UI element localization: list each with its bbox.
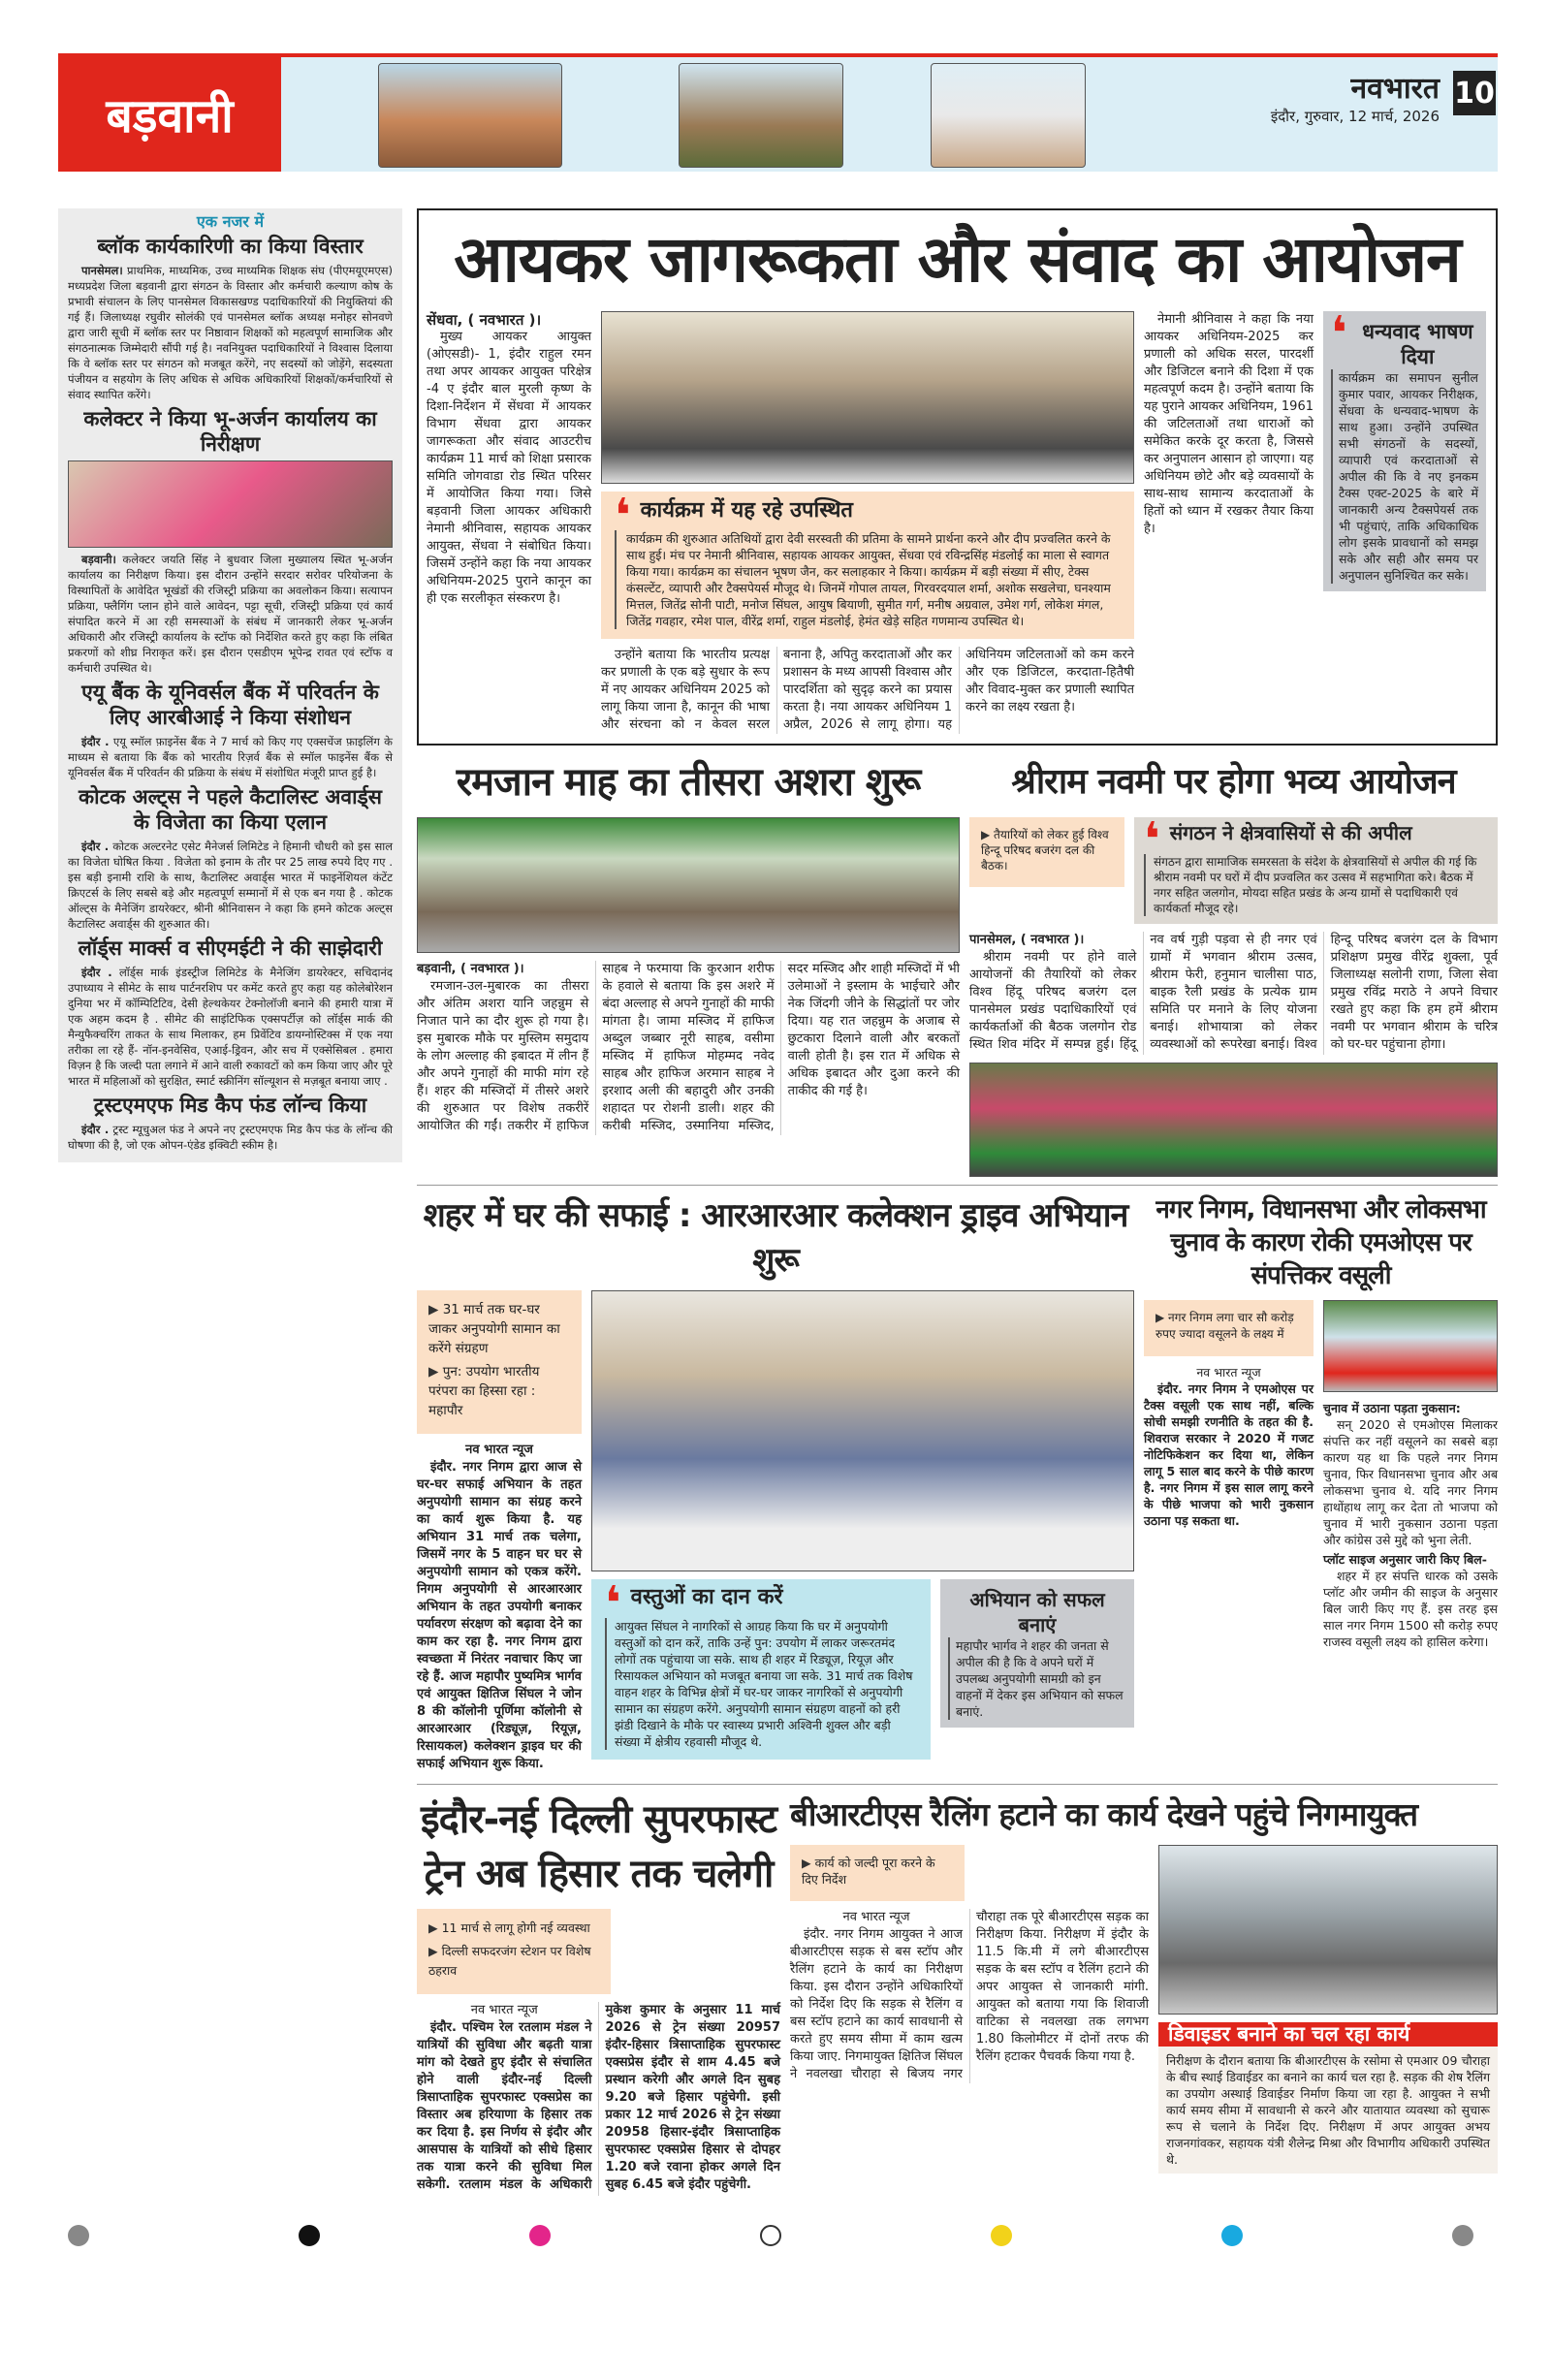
cleanup-headline: शहर में घर की सफाई : आरआरआर कलेक्शन ड्राइव अभियान शुरू <box>423 1196 1128 1280</box>
cleanup-story <box>417 1193 1134 1776</box>
brief-body <box>68 1122 393 1153</box>
masthead <box>1271 67 1440 126</box>
divider <box>417 1784 1498 1785</box>
brief-body <box>68 552 393 676</box>
brief-dateline: इंदौर . <box>81 735 110 748</box>
brts-paragraph: इंदौर. नगर निगम आयुक्त ने आज बीआरटीएस सड़क से बस स्टॉप और रैलिंग हटाने के कार्य का निरीक्षण किया. इस दौरान उन्होंने अधिकारियों को निर्देश दिए कि सड़क से रैलिंग व बस स्टॉप हटाने का कार्य सावधानी से करते हुए समय सीमा में काम खत्म किया जाए. निगमायुक्त क्षितिज सिंघल ने नवलखा चौराहा से बिजय नगर चौराहा तक पूरे बीआरटीएस सड़क का निरीक्षण किया. निरीक्षण में इंदौर के 11.5 कि.मी में लगे बीआरटीएस सड़क के बस स्टॉप व रैलिंग हटाने की अपर आयुक्त से जानकारी मांगी. आयुक्त को बताया गया कि शिवाजी वाटिका से नवलखा तक लगभग 1.80 किलोमीटर में दोनों तरफ की रैलिंग हटाकर पैचवर्क किया गया है. <box>790 1910 1149 2081</box>
train-paragraph: इंदौर. पश्चिम रेल रतलाम मंडल ने यात्रियों की सुविधा और बढ़ती यात्रा मांग को देखते हुए इंदौर से संचालित होने वाली इंदौर-नई दिल्ली त्रिसाप्ताहिक सुपरफास्ट एक्सप्रेस का विस्तार अब हरियाणा के हिसार तक कर दिया है. इस निर्णय से इंदौर और आसपास के यात्रियों को सीधे हिसार तक यात्रा करने की सुविधा मिल सकेगी. रतलाम मंडल के अधिकारी मुकेश कुमार के अनुसार 11 मार्च 2026 से ट्रेन संख्या 20957 इंदौर-हिसार त्रिसाप्ताहिक सुपरफास्ट एक्सप्रेस इंदौर से शाम 4.45 बजे प्रस्थान करेगी और अगले दिन सुबह 9.20 बजे हिसार पहुंचेगी. इसी प्रकार 12 मार्च 2026 से ट्रेन संख्या 20958 हिसार-इंदौर त्रिसाप्ताहिक सुपरफास्ट एक्सप्रेस हिसार से दोपहर 1.20 बजे रवाना होकर अगले दिन सुबह 6.45 बजे इंदौर पहुंचेगी. <box>417 2003 780 2192</box>
highlight-item: ▶ 11 मार्च से लागू होगी नई व्यवस्था <box>428 1919 599 1938</box>
section-logo: बड़वानी <box>58 57 281 172</box>
main-content <box>417 208 1498 2196</box>
highlight-item: ▶ नगर निगम लगा चार सौ करोड़ रुपए ज्यादा वसूलने के लक्ष्य में <box>1155 1310 1302 1343</box>
brief-dateline: पानसेमल। <box>81 264 123 277</box>
registration-mark <box>529 2225 551 2246</box>
cleanup-callout <box>591 1576 931 1760</box>
lead-dateline: सेंधवा, ( नवभारत )। <box>427 311 542 329</box>
brief-dateline: इंदौर . <box>81 966 112 979</box>
train-highlights <box>417 1909 611 1994</box>
sidebar-body: कार्यक्रम का समापन सुनील कुमार पवार, आयकर निरीक्षक, सेंधवा के धन्यवाद-भाषण के साथ हुआ। उन्होंने उपस्थित सभी संगठनों के सदस्यों, व्यापारी एवं करदाताओं से अपील की कि वे नए इनकम टैक्स एक्ट-2025 के बारे में जानकारी अन्य टैक्सपेयर्स तक भी पहुंचाएं, ताकि अधिकाधिक लोग इसके प्रावधानों को समझ सके और सही और समय पर अनुपालन सुनिश्चित कर सके। <box>1331 369 1478 584</box>
brief-text: ट्रस्ट म्यूचुअल फंड ने अपने नए ट्रस्टएमएफ मिड कैप फंड के लॉन्च की घोषणा की है, जो एक ओपन-एंडेड इक्विटी स्कीम है। <box>68 1123 393 1152</box>
mos-subhead: प्लॉट साइज अनुसार जारी किए बिल- <box>1323 1552 1487 1567</box>
brts-body <box>790 1909 1149 2083</box>
brief-text: कलेक्टर जयति सिंह ने बुधवार जिला मुख्यालय स्थित भू-अर्जन कार्यालय का निरीक्षण किया। इस दौरान उन्होंने सरदार सरोवर परियोजना के विस्थापितों के आवेदित भूखंडों की रजिस्ट्री प्रक्रिया का अवलोकन किया। सत्यापन प्रक्रिया, फ्लैगिंग प्लान होने वाले आवेदन, पट्टा सूची, रजिस्ट्री प्रक्रिया एवं कार्य संपादित करने में आ रही समस्याओं के संबंध में जानकारी लेकर भू-अर्जन अधिकारी और रजिस्ट्री कार्यालय के स्टॉफ को निर्देशित करते हुए कहा कि लंबित प्रकरणों को शीघ्र निराकृत करें। इस दौरान एसडीएम भूपेन्द्र रावत एवं स्टॉफ व कर्मचारी उपस्थित थे। <box>68 553 393 675</box>
ramnavami-paragraph: श्रीराम नवमी पर होने वाले आयोजनों की तैयारियों को लेकर विश्व हिंदू परिषद बजरंग दल पानसेमल प्रखंड पदाधिकारियों एवं कार्यकर्ताओं की बैठक जलगोन रोड स्थित शिव मंदिर में सम्पन्न हुई। हिंदू नव वर्ष गुड़ी पड़वा से ही नगर एवं ग्रामों में भगवान श्रीराम उत्सव, श्रीराम फेरी, हनुमान चालीसा पाठ, बाइक रैली प्रखंड के प्रत्येक ग्राम समिति पर मनाने के लिए योजना बनाई। शोभायात्रा को लेकर व्यवस्थाओं को रूपरेखा बनाई। विश्व हिन्दू परिषद बजरंग दल के विभाग प्रशिक्षण प्रमुख वीरेंद्र शुक्ला, पूर्व जिलाध्यक्ष सलोनी राणा, जिला सेवा प्रमुख रविंद्र मराठे ने अपने विचार रखते हुए कहा कि हम हमें श्रीराम नवमी पर भगवान श्रीराम के चरित्र को घर-घर पहुंचाना होगा। <box>969 933 1498 1052</box>
quote-mark-icon: ❛ <box>615 489 631 543</box>
callout-title: वस्तुओं का दान करें <box>630 1585 783 1609</box>
ramzan-story <box>417 755 960 1135</box>
cleanup-body <box>417 1442 582 1776</box>
brand-name: नवभारत <box>1350 72 1440 106</box>
cleanup-paragraph: इंदौर. नगर निगम द्वारा आज से घर-घर सफाई अभियान के तहत अनुपयोगी सामान का संग्रह करने का कार्य शुरू किया है. यह अभियान 31 मार्च तक चलेगा, जिसमें नगर के 5 वाहन घर घर से अनुपयोगी सामान को एकत्र करेंगे. निगम अनुपयोगी से आरआरआर अभियान के तहत उपयोगी बनाकर पर्यावरण संरक्षण को बढ़ावा देने का काम कर रहा है. नगर निगम द्वारा स्वच्छता में निरंतर नवाचार किए जा रहे हैं. आज महापौर पुष्यमित्र भार्गव एवं आयुक्त क्षितिज सिंघल ने जोन 8 की कॉलोनी पूर्णिमा कॉलोनी से आरआरआर (रिड्यूज़, रियूज़, रिसायकल) कलेक्शन ड्राइव घर की सफाई अभियान शुरू किया. <box>417 1460 582 1771</box>
quote-mark-icon: ❛ <box>605 1576 621 1631</box>
ramnavami-body <box>969 932 1498 1055</box>
sidebar-title: धन्यवाद भाषण दिया <box>1362 320 1473 368</box>
train-story <box>417 1793 780 2196</box>
brief-text: कोटक अल्टरनेट एसेट मैनेजर्स लिमिटेड ने हिमानी चौधरी को इस साल का विजेता घोषित किया . विजेता को इनाम के तौर पर 25 लाख रुपये दिए गए . इस बड़ी इनामी राशि के साथ, कैटालिस्ट अवार्ड्स भारत में फाइनेंशियल कंटेंट क्रिएटर्स के लिए सबसे बड़े और महत्वपूर्ण सम्मानों में से एक बन गया है . कोटक ऑल्ट्स के मैनेजिंग डायरेक्टर, श्रीनी श्रीनिवासन ने कहा कि हमने कोटक अल्ट्स कैटालिस्ट अवार्ड्स की शुरुआत की। <box>68 840 394 931</box>
mos-highlight <box>1144 1300 1314 1356</box>
registration-mark <box>68 2225 89 2246</box>
callout-body: निरीक्षण के दौरान बताया कि बीआरटीएस के रसोमा से एमआर 09 चौराहा के बीच स्थाई डिवाईडर का बनाने का कार्य चल रहा है. सड़क की शेष रैलिंग का उपयोग अस्थाई डिवाईडर निर्माण किया जा रहा है. आयुक्त ने सभी कार्य समय सीमा में सावधानी से करने और यातायात व्यवस्था को सुचारू रूप से चलाने के निर्देश दिए. निरीक्षण में अपर आयुक्त अभय राजनगांवकर, सहायक यंत्री शैलेन्द्र मिश्रा और विभागीय अधिकारी उपस्थित थे. <box>1166 2053 1490 2167</box>
registration-mark <box>991 2225 1012 2246</box>
brief-text: लॉर्ड्स मार्क इंडस्ट्रीज लिमिटेड के मैनेजिंग डायरेक्टर, सचिदानंद उपाध्याय ने सीमेट के साथ पार्टनरशिप पर कमेंट करते हुए कहा यह कोलेबोरेशन दुनिया भर में कॉम्पिटिटिव, देसी हेल्थकेयर टेक्नोलॉजी बनाने की हमारी यात्रा में एक अहम कदम है . सीमेट की साइंटिफिक एक्सपर्टीज़ को लॉर्ड्स मार्क की मैन्युफैक्चरिंग ताकत के साथ मिलाकर, हम प्रिवेंटिव डायग्नोस्टिक्स में एक नया तरीका ला रहे हैं- नॉन-इनवेसिव, एआई-ड्रिवन, और सच में एक्सेसिबल . हमारा विज़न है कि जल्दी पता लगाने में आने वाली रुकावटों को कम किया जाए और पूरे भारत में महिलाओं को सुरक्षित, स्मार्ट स्क्रीनिंग सॉल्यूशन से मज़बूत बनाया जाए . <box>68 966 393 1088</box>
quote-mark-icon: ❛ <box>1331 306 1347 361</box>
callout-title: कार्यक्रम में यह रहे उपस्थित <box>640 498 853 523</box>
ramzan-photo-mosque <box>417 817 960 953</box>
mos-tax-story <box>1144 1193 1498 1653</box>
train-headline: इंदौर-नई दिल्ली सुपरफास्ट ट्रेन अब हिसार तक चलेगी <box>420 1797 777 1896</box>
ramnavami-callout <box>1134 812 1498 924</box>
callout-title: संगठन ने क्षेत्रवासियों से की अपील <box>1169 821 1412 844</box>
callout-body: कार्यक्रम की शुरुआत अतिथियों द्वारा देवी सरस्वती की प्रतिमा के सामने प्रार्थना करने और दीप प्रज्वलित करने के साथ हुई। मंच पर नेमानी श्रीनिवास, सहायक आयकर आयुक्त, सेंधवा एवं रविन्द्रसिंह मंडलोई का माला से स्वागत किया गया। कार्यक्रम का संचालन भूषण जैन, कर सलाहकार ने किया। कार्यक्रम में बड़ी संख्या में सीए, टेक्स कंसल्टेंट, व्यापारी और टैक्सपेयर्स मौजूद थे। जिनमें गोपाल तायल, गिरवरदयाल शर्मा, अशोक सखलेचा, घनश्याम मित्तल, जितेंद्र सोनी पाटी, मनोज सिंघल, आयुष बियाणी, सुमीत गर्ग, मनीष अग्रवाल, उमेश गर्ग, लोकेश मंगल, जितेंद्र गवहार, रमेश पाल, वीरेंद्र शर्मा, राहुल मंडलोई, हेमंत खेड़े सहित गणमान्य उपस्थित थे। <box>615 530 1121 629</box>
brts-headline: बीआरटीएस रैलिंग हटाने का कार्य देखने पहुंचे निगमायुक्त <box>790 1795 1418 1833</box>
registration-mark <box>299 2225 320 2246</box>
callout-body: संगठन द्वारा सामाजिक समरसता के संदेश के क्षेत्रवासियों से अपील की गई कि श्रीराम नवमी पर घरों में दीप प्रज्वलित कर उत्सव में सहभागिता करे। बैठक में नगर सहित जलगोन, मोयदा सहित प्रखंड के अन्य ग्रामों से पदाधिकारी एवं कार्यकर्ता मौजूद रहे। <box>1144 854 1488 916</box>
brief-dateline: बड़वानी। <box>81 553 116 566</box>
mos-paragraph: इंदौर. नगर निगम ने एमओएस पर टैक्स वसूली एक साथ नहीं, बल्कि सोची समझी रणनीति के तहत की है. शिवराज सरकार ने 2020 में गजट नोटिफिकेशन कर दिया था, लेकिन लागू 5 साल बाद करने के पीछे कारण है. नगर निगम में इस साल लागू करने के पीछे भाजपा को भारी नुकसान उठाना पड़ सकता था. <box>1144 1381 1314 1528</box>
lead-paragraph: मुख्य आयकर आयुक्त (ओएसडी)- 1, इंदौर राहुल रमन तथा अपर आयकर आयुक्त परिक्षेत्र -4 ए इंदौर बाल मुरली कृष्ण के दिशा-निर्देशन में सेंधवा में आयकर विभाग सेंधवा द्वारा आयकर जागरूकता और संवाद आउटरीच कार्यक्रम 11 मार्च को शिक्षा प्रसारक समिति जोगवाडा रोड स्थित परिसर में आयोजित किया गया। जिसे बड़वानी जिला आयकर अधिकारी नेमानी श्रीनिवास, सहायक आयकर आयुक्त, सेंधवा ने संबोधित किया। जिसमें उन्होंने कहा कि नया आयकर अधिनियम-2025 पुराने कानून का ही एक सरलीकृत संस्करण है। <box>427 330 591 606</box>
lead-sidebar <box>1323 306 1486 591</box>
brief-body <box>68 839 393 932</box>
mos-body <box>1144 1364 1314 1532</box>
lead-paragraph: उन्होंने बताया कि भारतीय प्रत्यक्ष कर प्रणाली के एक बड़े सुधार के रूप में नए आयकर अधिनियम 2025 को लागू किया जाना है, कानून की भाषा और संरचना को न केवल सरल बनाना है, अपितु करदाताओं और कर प्रशासन के मध्य आपसी विश्वास और पारदर्शिता को सुदृढ़ करने का प्रयास करता है। नया आयकर अधिनियम 1 अप्रैल, 2026 से लागू होगा। यह अधिनियम जटिलताओं को कम करने और एक डिजिटल, करदाता-हितैषी और विवाद-मुक्त कर प्रणाली स्थापित करने का लक्ष्य रखता है। <box>601 648 1134 732</box>
brts-dateline: नव भारत न्यूज <box>842 1910 910 1924</box>
highlight-item: ▶ दिल्ली सफदरजंग स्टेशन पर विशेष ठहराव <box>428 1942 599 1981</box>
registration-marks <box>68 2225 1473 2246</box>
registration-mark <box>1452 2225 1473 2246</box>
mos-paragraph: शहर में हर संपत्ति धारक को उसके प्लॉट और जमीन की साइज के अनुसार बिल जारी किए गए हैं. इस तरह इस साल नगर निगम 1500 सौ करोड़ रुपए राजस्व वसूली लक्ष्य को हासिल करेगा। <box>1323 1569 1498 1649</box>
issue-date: इंदौर, गुरुवार, 12 मार्च, 2026 <box>1270 108 1440 125</box>
callout-title: डिवाइडर बनाने का चल रहा कार्य <box>1158 2022 1498 2047</box>
train-dateline: नव भारत न्यूज <box>470 2003 538 2017</box>
cleanup-photo-launch <box>591 1290 1134 1571</box>
brts-story <box>790 1793 1498 2174</box>
highlight-item: ▶ तैयारियों को लेकर हुई विश्व हिन्दू परिषद बजरंग दल की बैठक। <box>981 827 1113 873</box>
brief-dateline: इंदौर . <box>81 840 110 853</box>
section-kicker: एक नजर में <box>196 212 265 231</box>
ramzan-paragraph: रमजान-उल-मुबारक का तीसरा और अंतिम अशरा यानि जहन्नुम से निजात पाने का दौर शुरू हो गया है। इस मुबारक मौके पर मुस्लिम समुदाय के लोग अल्लाह की इबादत में लीन हैं और अपने गुनाहों की माफी मांग रहे हैं। शहर की मस्जिदों में तीसरे अशरे की शुरुआत पर विशेष तकरीरें आयोजित की गईं। तकरीर में हाफिज साहब ने फरमाया कि कुरआन शरीफ के हवाले से बताया कि इस अशरे में बंदा अल्लाह से अपने गुनाहों की माफी मांगता है। जामा मस्जिद में हाफिज अब्दुल जब्बार नूरी साहब, वसीमा मस्जिद में हाफिज मोहम्मद नवेद साहब और हाफिज अरमान साहब ने इरशाद अली की बहादुरी और उनकी शहादत पर रोशनी डाली। शहर की करीबी मस्जिद, उस्मानिया मस्जिद, सदर मस्जिद और शाही मस्जिदों में भी उलेमाओं ने इस्लाम के भाईचारे और नेक जिंदगी जीने के सिद्धांतों पर जोर दिया। यह रात जहन्नुम के अजाब से छुटकारा दिलाने वाली और बरकतों वाली होती है। इस रात में अधिक से अधिक इबादत और दुआ करने की ताकीद की गई है। <box>417 962 960 1133</box>
highlight-item: ▶ कार्य को जल्दी पूरा करने के दिए निर्देश <box>802 1855 953 1888</box>
header-photo-monument <box>679 63 843 168</box>
mos-photo-municipal-office <box>1323 1300 1498 1392</box>
ramnavami-headline: श्रीराम नवमी पर होगा भव्य आयोजन <box>1011 762 1456 802</box>
sidebar-title: अभियान को सफल बनाएं <box>969 1588 1105 1636</box>
lead-col-1 <box>427 311 591 611</box>
divider <box>417 1185 1498 1186</box>
brief-dateline: इंदौर . <box>81 1123 110 1136</box>
brts-photo-inspection <box>1158 1845 1498 2015</box>
lead-col-3 <box>1144 311 1314 541</box>
brief-body <box>68 734 393 780</box>
train-body <box>417 2002 780 2196</box>
callout-body: आयुक्त सिंघल ने नागरिकों से आग्रह किया कि घर में अनुपयोगी वस्तुओं को दान करें, ताकि उन्हें पुन: उपयोग में लाकर जरूरतमंद लोगों तक पहुंचाया जा सके. साथ ही शहर में रिड्यूज़, रियूज़ और रिसायकल अभियान को मजबूत बनाया जा सके. 31 मार्च तक विशेष वाहन शहर के विभिन्न क्षेत्रों में घर-घर जाकर नागरिकों से अनुपयोगी सामान का संग्रहण करेंगे. अनुपयोगी सामान संग्रहण वाहनों को हरी झंडी दिखाने के मौके पर स्वास्थ्य प्रभारी अश्विनी शुक्ल और बड़ी संख्या में क्षेत्रीय रहवासी मौजूद थे. <box>605 1618 917 1750</box>
left-column-briefs <box>58 208 402 1162</box>
brief-body <box>68 263 393 402</box>
mos-body-2 <box>1323 1400 1498 1653</box>
ramzan-dateline: बड़वानी, ( नवभारत )। <box>417 962 524 976</box>
mos-subhead: चुनाव में उठाना पड़ता नुकसान: <box>1323 1401 1461 1415</box>
registration-mark <box>1221 2225 1243 2246</box>
cleanup-sidebar <box>940 1579 1134 1728</box>
lead-paragraph: नेमानी श्रीनिवास ने कहा कि नया आयकर अधिनियम-2025 कर प्रणाली को अधिक सरल, पारदर्शी और डिजिटल बनाने की दिशा में एक महत्वपूर्ण कदम है। उन्होंने बताया कि यह पुराने आयकर अधिनियम, 1961 की जटिलताओं तथा धाराओं को समेकित करके दूर करता है, जिससे कर अनुपालन आसान हो जाएगा। यह अधिनियम छोटे और बड़े व्यवसायों के साथ-साथ सामान्य करदाताओं के हितों को ध्यान में रखकर तैयार किया है। <box>1144 312 1314 536</box>
ramzan-body <box>417 961 960 1135</box>
quote-mark-icon: ❛ <box>1144 812 1160 867</box>
brief-headline: कोटक अल्ट्स ने पहले कैटालिस्ट अवार्ड्स के विजेता का किया एलान <box>79 785 382 834</box>
ramnavami-dateline: पानसेमल, ( नवभारत )। <box>969 933 1085 947</box>
cleanup-highlights <box>417 1290 582 1434</box>
highlight-item: ▶ पुन: उपयोग भारतीय परंपरा का हिस्सा रहा : महापौर <box>428 1362 570 1420</box>
collector-photo <box>68 460 393 548</box>
ramnavami-highlight <box>969 817 1124 887</box>
brief-text: प्राथमिक, माध्यमिक, उच्च माध्यमिक शिक्षक संघ (पीएमयूएमएस) मध्यप्रदेश जिला बड़वानी द्वारा संगठन के विस्तार और कर्मचारी कल्याण कोष के प्रभावी संचालन के लिए पानसेमल विकासखण्ड पदाधिकारियों की नियुक्तियां की गई हैं। जिलाध्यक्ष रघुवीर सोलंकी एवं पानसेमल ब्लॉक अध्यक्ष मनोहर सोनवणे द्वारा जारी सूची में ब्लॉक स्तर पर निष्ठावान शिक्षकों को महत्वपूर्ण सामाजिक और संगठनात्मक जिम्मेदारी सौंपी गई है। नवनियुक्त पदाधिकारियों ने विश्वास दिलाया कि वे ब्लॉक स्तर पर संगठन को मजबूत करेंगे, नए सदस्यों को जोड़ेंगे, सदस्यता पंजीयन व सहयोग के लिए अधिक से अधिक अधिकारियों शिक्षकों/कर्मचारियों से संवाद स्थापित करेंगे। <box>68 264 394 401</box>
brief-body <box>68 965 393 1089</box>
header-photo-temple <box>931 63 1086 168</box>
brief-headline: लॉर्ड्स मार्क्स व सीएमईटी ने की साझेदारी <box>78 936 383 960</box>
mos-paragraph: सन् 2020 से एमओएस मिलाकर संपत्ति कर नहीं वसूलने का सबसे बड़ा कारण यह था कि पहले नगर निगम चुनाव, फिर विधानसभा चुनाव और अब लोकसभा चुनाव थे. यदि नगर निगम हाथोंहाथ लागू कर देता तो भाजपा को चुनाव में भारी नुकसान उठाना पड़ता और कांग्रेस उसे मुद्दे को भुना लेती. <box>1323 1417 1498 1547</box>
page-header <box>58 53 1498 172</box>
ramnavami-photo-meeting <box>969 1063 1498 1177</box>
cleanup-dateline: नव भारत न्यूज <box>465 1443 533 1457</box>
lead-headline: आयकर जागरूकता और संवाद का आयोजन <box>454 222 1461 297</box>
lead-col-2 <box>601 647 1134 734</box>
brief-headline: कलेक्टर ने किया भू-अर्जन कार्यालय का निरीक्षण <box>83 407 377 456</box>
lead-story <box>417 208 1498 746</box>
registration-mark <box>760 2225 781 2246</box>
brts-highlight <box>790 1845 965 1901</box>
brief-text: एयू स्मॉल फ़ाइनेंस बैंक ने 7 मार्च को किए गए एक्सचेंज फ़ाइलिंग के माध्यम से बताया कि बैंक को भारतीय रिज़र्व बैंक से स्मॉल फाइनेंस बैंक से यूनिवर्सल बैंक में परिवर्तन की प्रक्रिया के संबंध में संशोधित मंजूरी प्राप्त हुई है। <box>68 735 393 779</box>
brts-callout <box>1158 2022 1498 2174</box>
mos-headline: नगर निगम, विधानसभा और लोकसभा चुनाव के कारण रोकी एमओएस पर संपत्तिकर वसूली <box>1155 1195 1486 1290</box>
page-number: 10 <box>1453 71 1496 115</box>
ramzan-headline: रमजान माह का तीसरा अशरा शुरू <box>456 760 921 805</box>
brief-headline: एयू बैंक के यूनिवर्सल बैंक में परिवर्तन के लिए आरबीआई ने किया संशोधन <box>81 681 379 729</box>
brief-headline: ब्लॉक कार्यकारिणी का किया विस्तार <box>97 235 364 258</box>
header-photo-fort <box>378 63 562 168</box>
brief-headline: ट्रस्टएमएफ मिड कैप फंड लॉन्च किया <box>93 1094 367 1117</box>
sidebar-body: महापौर भार्गव ने शहर की जनता से अपील की है कि वे अपने घरों में उपलब्ध अनुपयोगी सामग्री को इन वाहनों में देकर इस अभियान को सफल बनाएं. <box>948 1637 1126 1720</box>
ramnavami-story <box>969 755 1498 1177</box>
lead-photo-audience <box>601 311 1134 484</box>
mos-dateline: नव भारत न्यूज <box>1196 1365 1261 1380</box>
highlight-item: ▶ 31 मार्च तक घर-घर जाकर अनुपयोगी सामान का करेंगे संग्रहण <box>428 1300 570 1358</box>
lead-callout <box>601 489 1134 639</box>
